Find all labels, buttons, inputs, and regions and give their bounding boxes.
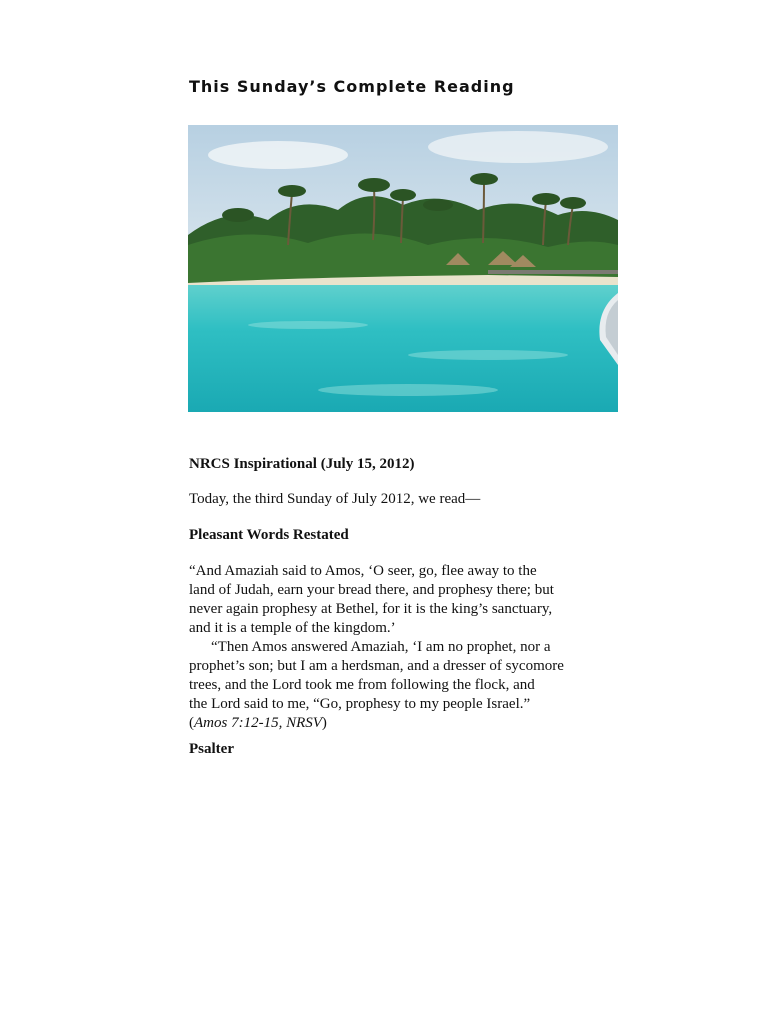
tropical-island-photo xyxy=(188,125,618,412)
citation-close: ) xyxy=(321,715,327,731)
citation-line xyxy=(189,714,609,733)
inspirational-heading: NRCS Inspirational (July 15, 2012) xyxy=(189,456,415,472)
passage-line: the Lord said to me, “Go, prophesy to my people Israel.” xyxy=(189,696,531,712)
passage-line: never again prophesy at Bethel, for it is the king’s sanctuary, xyxy=(189,601,553,617)
section-heading: Pleasant Words Restated xyxy=(189,527,349,543)
passage-line: “Then Amos answered Amaziah, ‘I am no prophet, nor a xyxy=(211,639,551,655)
passage-line: “And Amaziah said to Amos, ‘O seer, go, flee away to the xyxy=(189,563,537,579)
passage-line: trees, and the Lord took me from following the flock, and xyxy=(189,677,535,693)
scripture-passage xyxy=(189,562,609,733)
passage-line: and it is a temple of the kingdom.’ xyxy=(189,620,396,636)
citation-reference: Amos 7:12-15, NRSV xyxy=(194,715,322,731)
psalter-heading: Psalter xyxy=(189,741,234,757)
page-title: This Sunday’s Complete Reading xyxy=(189,77,515,96)
passage-line: prophet’s son; but I am a herdsman, and a dresser of sycomore xyxy=(189,658,564,674)
passage-line: land of Judah, earn your bread there, and prophesy there; but xyxy=(189,582,554,598)
citation-open: ( xyxy=(189,715,194,731)
intro-text: Today, the third Sunday of July 2012, we read— xyxy=(189,491,481,507)
